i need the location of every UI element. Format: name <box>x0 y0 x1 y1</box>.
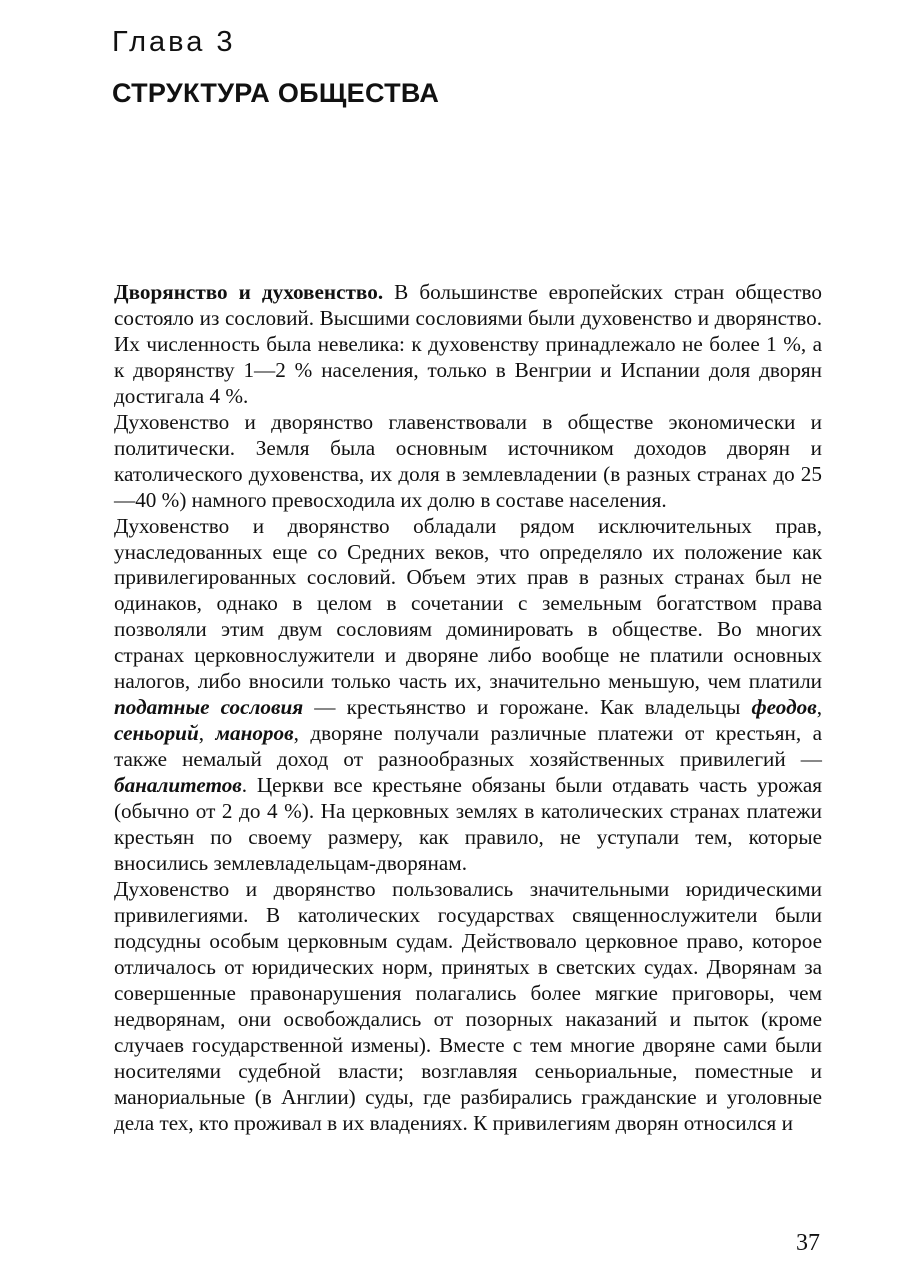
paragraph-4: Духовенство и дворянство пользовались значительными юридическими привилегиями. В католических государствах священнослужители были подсудны особым церковным судам. Действовало церковное право, которое отличалось от юридических норм, принятых в светских судах. Дворянам за совершенные правонарушения полагались более мягкие приговоры, чем недворянам, они освобождались от позорных наказаний и пыток (кроме случаев государственной измены). Вместе с тем многие дворяне сами были носителями судебной власти; возглавляя сеньориальные, поместные и манориальные (в Англии) суды, где разбирались гражданские и уголовные дела тех, кто проживал в их владениях. К привилегиям дворян относился и <box>114 876 822 1135</box>
paragraph-lead: Дворянство и духовенство. <box>114 280 384 304</box>
paragraph-3-part-d: , <box>198 721 216 746</box>
page-number: 37 <box>796 1230 820 1256</box>
term-fiefs: феодов <box>751 695 817 720</box>
body-text <box>114 280 822 1136</box>
term-taxable-estates: податные сословия <box>114 695 304 720</box>
paragraph-3-part-c: , <box>816 695 822 720</box>
paragraph-3-part-a: Духовенство и дворянство обладали рядом исключительных прав, унаследованных еще со Средних веков, что определяло их положение как привилегированных сословий. Объем этих прав в разных странах был не одинаков, однако в целом в сочетании с земельным богатством права позволяли этим двум сословиям доминировать в обществе. Во многих странах церковнослужители и дворяне либо вообще не платили основных налогов, либо вносили только часть их, значительно меньшую, чем платили <box>114 513 822 694</box>
paragraph-3-part-b: — крестьянство и горожане. Как владельцы <box>303 695 752 720</box>
paragraph-3 <box>114 514 822 877</box>
paragraph-3-part-e: , дворяне получали различные платежи от крестьян, а также немалый доход от разнообразных хозяйственных привилегий — <box>114 721 823 772</box>
chapter-title: СТРУКТУРА ОБЩЕСТВА <box>112 78 440 108</box>
term-manors: маноров <box>215 721 294 746</box>
paragraph-1 <box>114 280 822 410</box>
paragraph-3-part-f: . Церкви все крестьяне обязаны были отдавать часть урожая (обычно от 2 до 4 %). На церковных землях в католических странах платежи крестьян по своему размеру, как правило, не уступали тем, которые вносились землевладельцам-дворянам. <box>114 773 822 875</box>
chapter-label: Глава 3 <box>112 26 236 58</box>
term-seigneuries: сеньорий <box>114 721 199 746</box>
paragraph-1-text: В большинстве европейских стран общество состояло из сословий. Высшими сословиями были духовенство и дворянство. Их численность была невелика: к духовенству принадлежало не более 1 %, а к дворянству 1—2 % населения, только в Венгрии и Испании доля дворян достигала 4 %. <box>114 280 822 408</box>
paragraph-2: Духовенство и дворянство главенствовали в обществе экономически и политически. Земля была основным источником доходов дворян и католического духовенства, их доля в землевладении (в разных странах до 25—40 %) намного превосходила их долю в составе населения. <box>114 409 822 512</box>
term-banalities: баналитетов <box>114 773 242 798</box>
